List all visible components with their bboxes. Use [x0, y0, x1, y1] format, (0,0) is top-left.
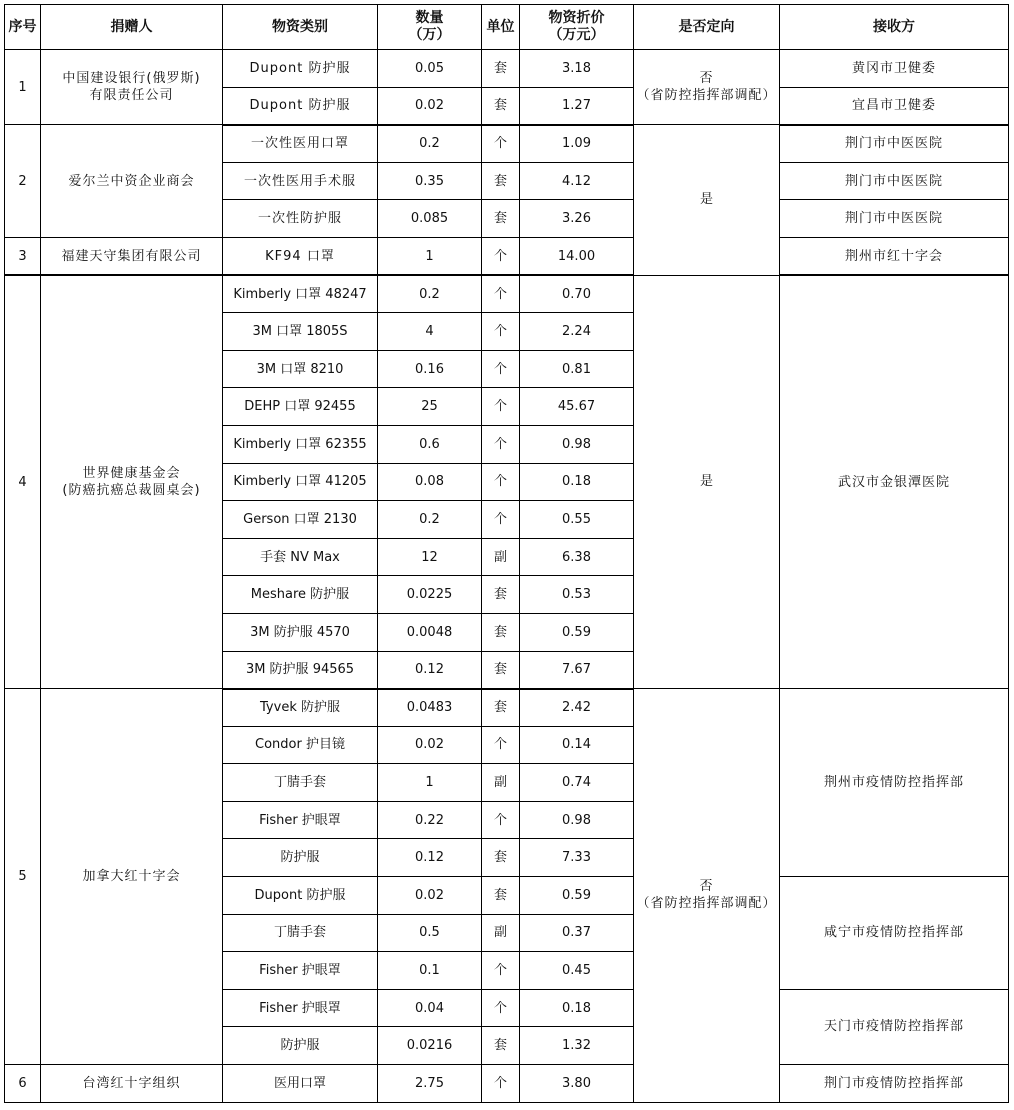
item-value: 14.00 — [520, 237, 634, 275]
donor-no: 4 — [5, 275, 41, 689]
item-value: 1.32 — [520, 1027, 634, 1065]
item-category: Fisher 护眼罩 — [223, 989, 378, 1027]
item-category: Fisher 护眼罩 — [223, 952, 378, 990]
item-value: 2.24 — [520, 313, 634, 351]
directed-status: 是 — [634, 275, 780, 689]
item-value: 0.59 — [520, 613, 634, 651]
item-quantity: 0.0225 — [378, 576, 482, 614]
item-category: Dupont 防护服 — [223, 50, 378, 88]
item-quantity: 25 — [378, 388, 482, 426]
item-value: 0.14 — [520, 726, 634, 764]
item-quantity: 0.05 — [378, 50, 482, 88]
item-quantity: 0.16 — [378, 350, 482, 388]
item-quantity: 0.2 — [378, 125, 482, 163]
donor-name: 台湾红十字组织 — [41, 1065, 223, 1103]
header-category: 物资类别 — [223, 5, 378, 50]
item-unit: 套 — [482, 200, 520, 238]
table-row — [5, 689, 1009, 727]
item-unit: 个 — [482, 237, 520, 275]
item-unit: 个 — [482, 125, 520, 163]
item-category: 丁腈手套 — [223, 914, 378, 952]
item-unit: 个 — [482, 1065, 520, 1103]
donor-no: 5 — [5, 689, 41, 1065]
table-row — [5, 275, 1009, 313]
item-quantity: 0.5 — [378, 914, 482, 952]
item-category: DEHP 口罩 92455 — [223, 388, 378, 426]
item-category: Kimberly 口罩 41205 — [223, 463, 378, 501]
recipient: 武汉市金银潭医院 — [780, 275, 1009, 689]
item-value: 3.80 — [520, 1065, 634, 1103]
item-unit: 套 — [482, 162, 520, 200]
item-unit: 个 — [482, 350, 520, 388]
item-unit: 套 — [482, 87, 520, 125]
header-quantity-line2: （万） — [408, 27, 451, 43]
item-category: 防护服 — [223, 1027, 378, 1065]
item-value: 1.27 — [520, 87, 634, 125]
item-quantity: 0.08 — [378, 463, 482, 501]
header-directed: 是否定向 — [634, 5, 780, 50]
table-row — [5, 237, 1009, 275]
donor-no: 1 — [5, 50, 41, 125]
table-row — [5, 125, 1009, 163]
recipient: 荆门市中医医院 — [780, 125, 1009, 163]
item-value: 0.70 — [520, 275, 634, 313]
item-value: 0.45 — [520, 952, 634, 990]
header-value-line1: 物资折价 — [548, 10, 605, 26]
header-row — [5, 5, 1009, 50]
recipient: 天门市疫情防控指挥部 — [780, 989, 1009, 1064]
recipient: 荆门市中医医院 — [780, 200, 1009, 238]
item-value: 0.81 — [520, 350, 634, 388]
item-category: Kimberly 口罩 48247 — [223, 275, 378, 313]
item-unit: 个 — [482, 726, 520, 764]
item-category: Dupont 防护服 — [223, 87, 378, 125]
item-quantity: 0.1 — [378, 952, 482, 990]
item-value: 0.55 — [520, 501, 634, 539]
donor-name: 世界健康基金会 (防癌抗癌总裁圆桌会) — [41, 275, 223, 689]
item-quantity: 0.02 — [378, 87, 482, 125]
item-unit: 副 — [482, 914, 520, 952]
item-quantity: 4 — [378, 313, 482, 351]
item-category: 3M 口罩 1805S — [223, 313, 378, 351]
header-quantity — [378, 5, 482, 50]
donor-no: 2 — [5, 125, 41, 238]
item-value: 45.67 — [520, 388, 634, 426]
item-quantity: 0.2 — [378, 501, 482, 539]
donor-name: 中国建设银行(俄罗斯) 有限责任公司 — [41, 50, 223, 125]
item-unit: 个 — [482, 801, 520, 839]
item-category: 3M 防护服 4570 — [223, 613, 378, 651]
item-category: 一次性防护服 — [223, 200, 378, 238]
donor-no: 3 — [5, 237, 41, 275]
item-quantity: 1 — [378, 237, 482, 275]
item-category: 3M 防护服 94565 — [223, 651, 378, 689]
item-category: Tyvek 防护服 — [223, 689, 378, 727]
item-value: 0.74 — [520, 764, 634, 802]
item-quantity: 0.0483 — [378, 689, 482, 727]
header-value-line2: （万元） — [548, 27, 605, 43]
item-value: 3.26 — [520, 200, 634, 238]
donor-name: 加拿大红十字会 — [41, 689, 223, 1065]
item-value: 1.09 — [520, 125, 634, 163]
item-quantity: 0.12 — [378, 839, 482, 877]
header-quantity-line1: 数量 — [415, 10, 444, 26]
item-unit: 个 — [482, 463, 520, 501]
item-quantity: 0.0216 — [378, 1027, 482, 1065]
recipient: 荆门市疫情防控指挥部 — [780, 1065, 1009, 1103]
item-value: 0.53 — [520, 576, 634, 614]
item-value: 0.18 — [520, 463, 634, 501]
directed-status: 否 （省防控指挥部调配） — [634, 50, 780, 125]
item-category: 防护服 — [223, 839, 378, 877]
item-category: Meshare 防护服 — [223, 576, 378, 614]
table-row — [5, 50, 1009, 88]
recipient: 咸宁市疫情防控指挥部 — [780, 877, 1009, 990]
item-unit: 个 — [482, 952, 520, 990]
recipient: 宜昌市卫健委 — [780, 87, 1009, 125]
item-unit: 套 — [482, 1027, 520, 1065]
item-value: 0.37 — [520, 914, 634, 952]
directed-status: 否 （省防控指挥部调配） — [634, 689, 780, 1103]
recipient: 荆州市红十字会 — [780, 237, 1009, 275]
item-unit: 套 — [482, 877, 520, 915]
item-category: KF94 口罩 — [223, 237, 378, 275]
item-quantity: 12 — [378, 538, 482, 576]
item-value: 0.59 — [520, 877, 634, 915]
item-quantity: 2.75 — [378, 1065, 482, 1103]
item-category: Dupont 防护服 — [223, 877, 378, 915]
item-quantity: 0.35 — [378, 162, 482, 200]
item-category: 手套 NV Max — [223, 538, 378, 576]
item-category: Fisher 护眼罩 — [223, 801, 378, 839]
donation-table — [4, 4, 1009, 1103]
donor-name: 福建天守集团有限公司 — [41, 237, 223, 275]
item-unit: 个 — [482, 275, 520, 313]
item-value: 0.98 — [520, 801, 634, 839]
item-value: 7.33 — [520, 839, 634, 877]
item-category: 3M 口罩 8210 — [223, 350, 378, 388]
item-unit: 套 — [482, 651, 520, 689]
item-unit: 套 — [482, 839, 520, 877]
item-quantity: 0.22 — [378, 801, 482, 839]
item-value: 7.67 — [520, 651, 634, 689]
item-quantity: 0.2 — [378, 275, 482, 313]
header-value — [520, 5, 634, 50]
item-category: 一次性医用口罩 — [223, 125, 378, 163]
item-quantity: 0.12 — [378, 651, 482, 689]
directed-status: 是 — [634, 125, 780, 275]
donor-no: 6 — [5, 1065, 41, 1103]
item-quantity: 0.04 — [378, 989, 482, 1027]
item-quantity: 0.02 — [378, 877, 482, 915]
item-unit: 套 — [482, 576, 520, 614]
item-value: 0.18 — [520, 989, 634, 1027]
item-unit: 个 — [482, 313, 520, 351]
item-quantity: 0.02 — [378, 726, 482, 764]
item-quantity: 1 — [378, 764, 482, 802]
item-category: Condor 护目镜 — [223, 726, 378, 764]
item-category: Gerson 口罩 2130 — [223, 501, 378, 539]
item-unit: 套 — [482, 689, 520, 727]
header-unit: 单位 — [482, 5, 520, 50]
item-unit: 套 — [482, 50, 520, 88]
item-value: 2.42 — [520, 689, 634, 727]
header-recipient: 接收方 — [780, 5, 1009, 50]
header-donor: 捐赠人 — [41, 5, 223, 50]
item-quantity: 0.0048 — [378, 613, 482, 651]
item-category: 丁腈手套 — [223, 764, 378, 802]
item-category: 医用口罩 — [223, 1065, 378, 1103]
donor-name: 爱尔兰中资企业商会 — [41, 125, 223, 238]
item-category: Kimberly 口罩 62355 — [223, 425, 378, 463]
item-quantity: 0.085 — [378, 200, 482, 238]
item-unit: 套 — [482, 613, 520, 651]
recipient: 荆门市中医医院 — [780, 162, 1009, 200]
item-unit: 个 — [482, 425, 520, 463]
item-value: 6.38 — [520, 538, 634, 576]
item-unit: 副 — [482, 538, 520, 576]
item-unit: 副 — [482, 764, 520, 802]
item-unit: 个 — [482, 388, 520, 426]
item-category: 一次性医用手术服 — [223, 162, 378, 200]
item-value: 3.18 — [520, 50, 634, 88]
item-unit: 个 — [482, 989, 520, 1027]
item-quantity: 0.6 — [378, 425, 482, 463]
table-row — [5, 1065, 1009, 1103]
item-value: 4.12 — [520, 162, 634, 200]
header-no: 序号 — [5, 5, 41, 50]
item-unit: 个 — [482, 501, 520, 539]
item-value: 0.98 — [520, 425, 634, 463]
recipient: 荆州市疫情防控指挥部 — [780, 689, 1009, 877]
recipient: 黄冈市卫健委 — [780, 50, 1009, 88]
